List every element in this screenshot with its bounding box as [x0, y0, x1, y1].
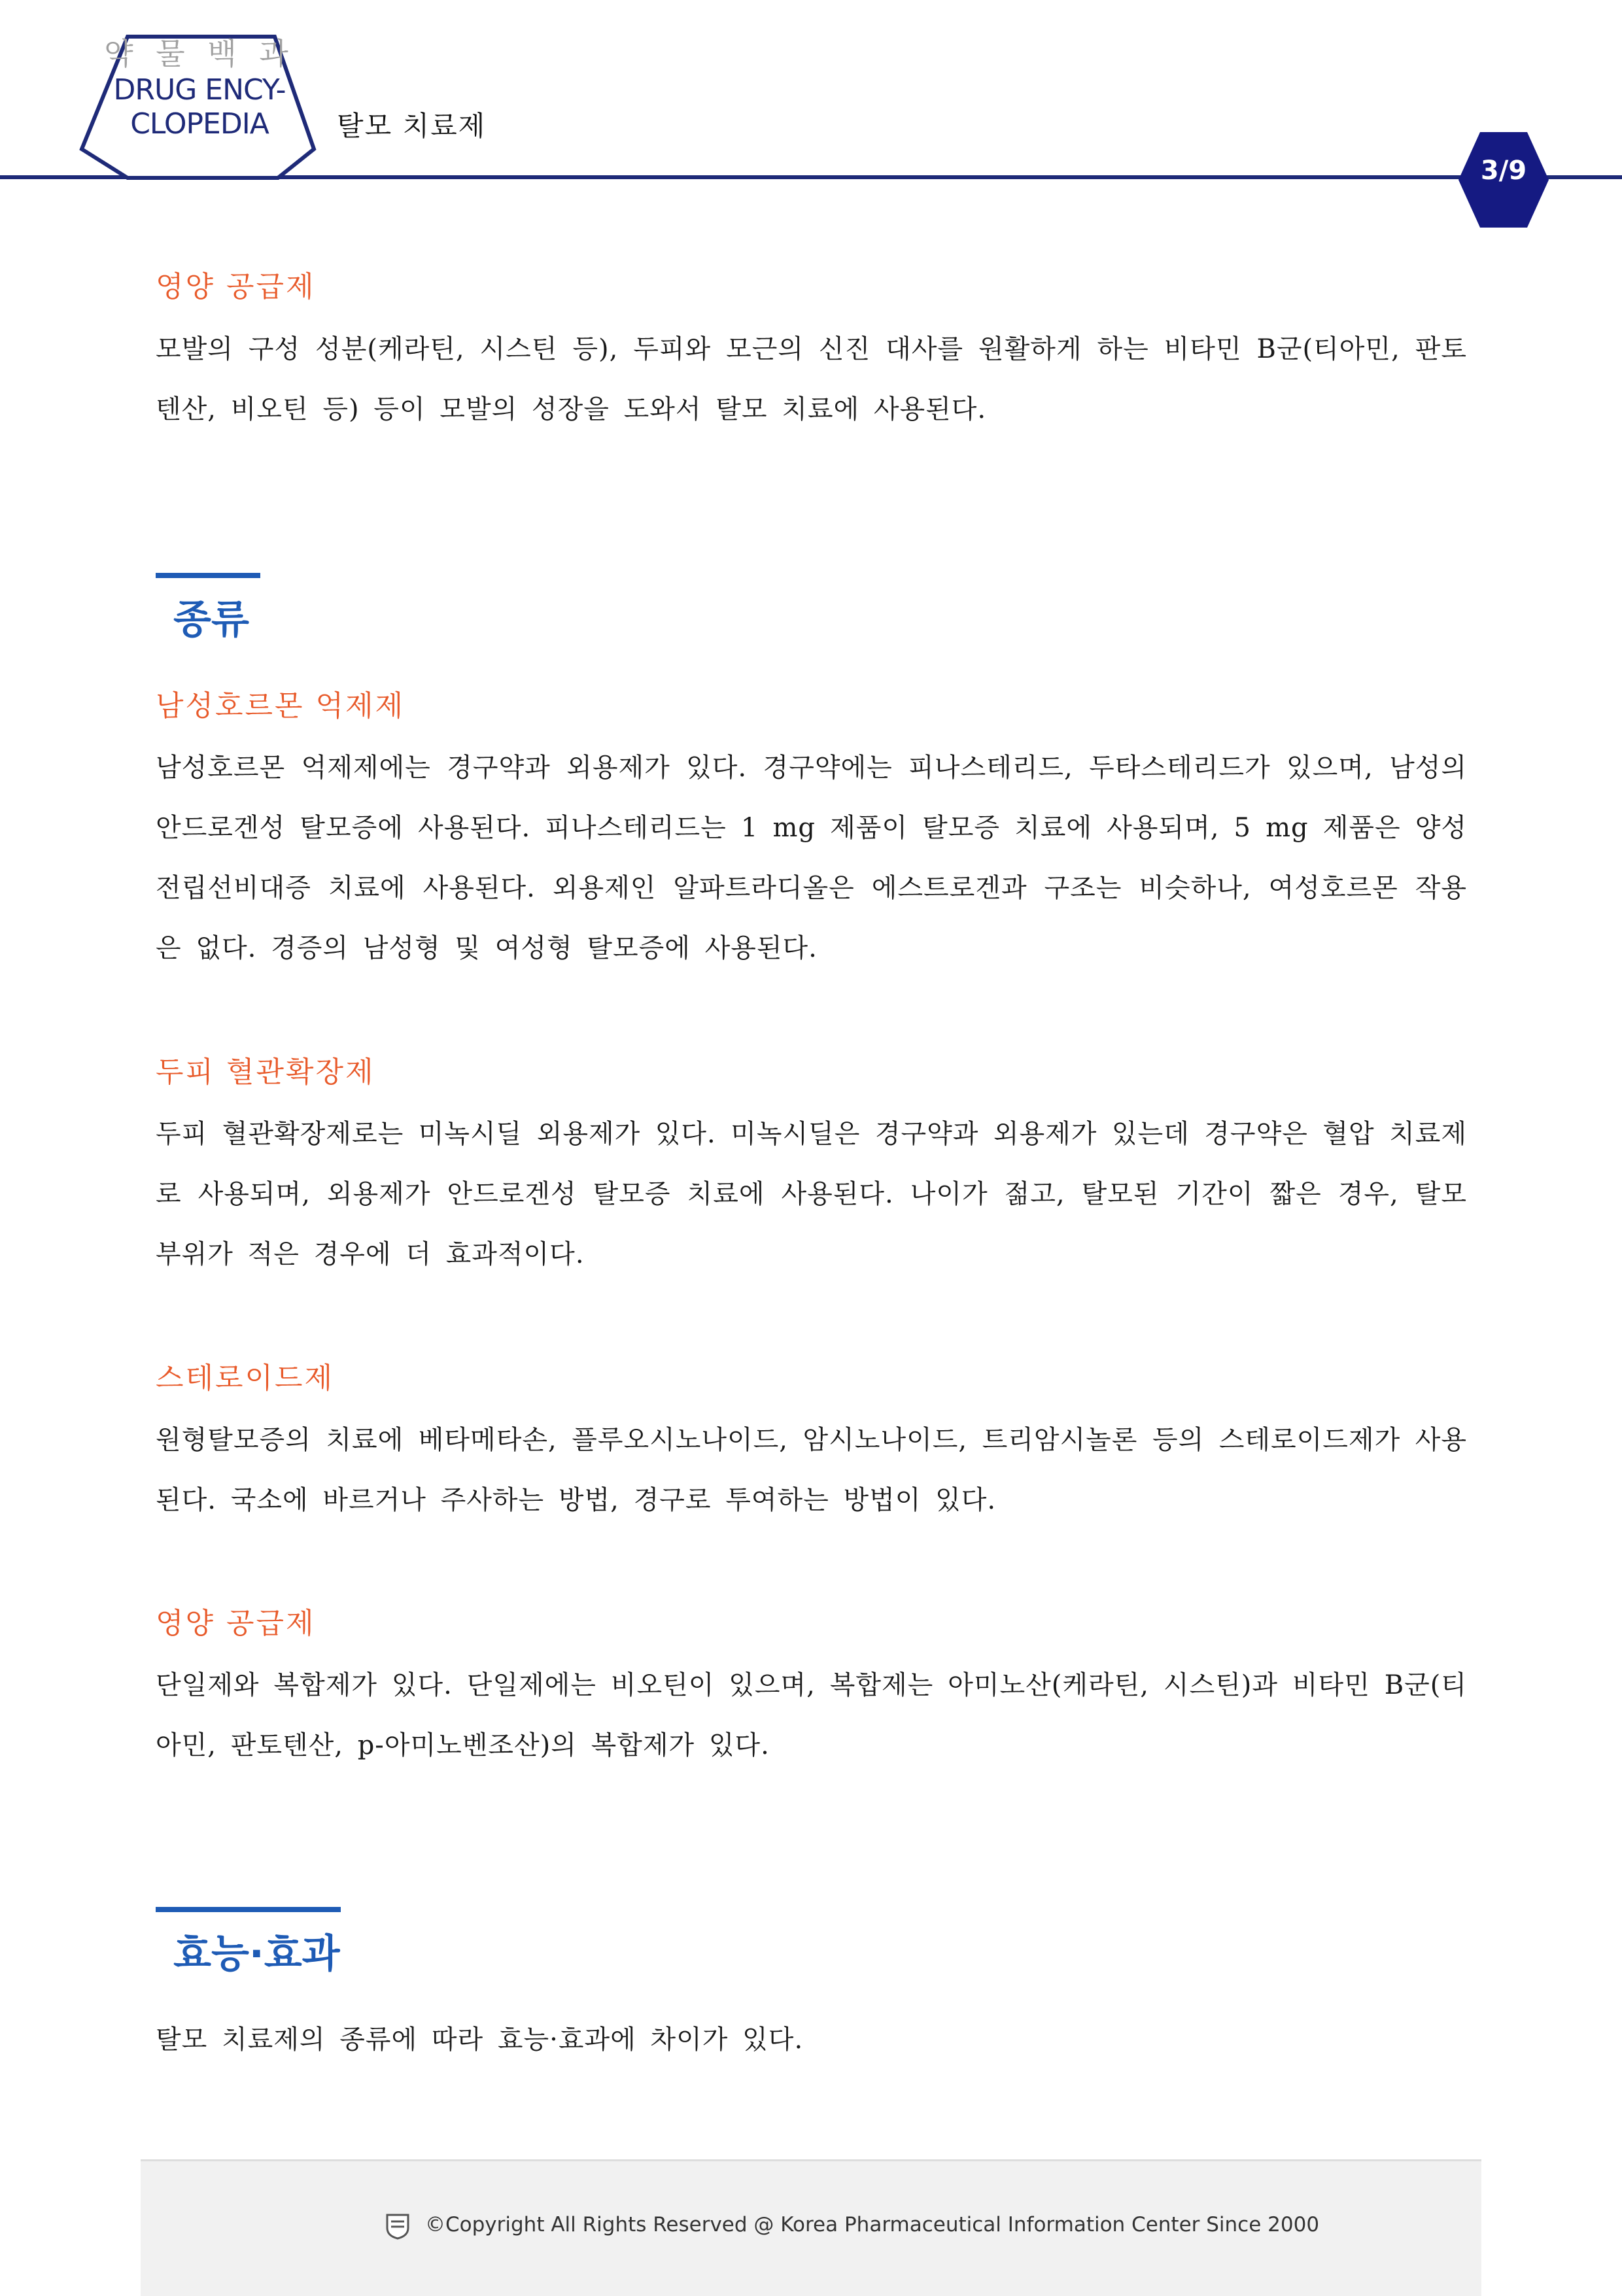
- shield-icon: [386, 2214, 409, 2240]
- logo: [85, 34, 314, 141]
- intro-heading: 영양 공급제: [156, 270, 316, 303]
- section-types-title: 종류: [173, 597, 249, 643]
- types-heading-steroid: 스테로이드제: [156, 1362, 335, 1395]
- logo-english-line2: CLOPEDIA: [130, 107, 269, 141]
- types-heading-vasodilator: 두피 혈관확장제: [156, 1055, 375, 1089]
- types-paragraph-antiandrogen: 남성호르몬 억제제에는 경구약과 외용제가 있다. 경구약에는 피나스테리드, 두타스테리드가 있으며, 남성의 안드로겐성 탈모증에 사용된다. 피나스테리드는 1 mg 제품이 탈모증 치료에 사용되며, 5 mg 제품은 양성전립선비대증 치료에 사용된다. 외용제인 알파트라디올은 에스트로겐과 구조는 비슷하나, 여성호르몬 작용은 없다. 경증의 남성형 및 여성형 탈모증에 사용된다.: [156, 753, 1467, 963]
- types-paragraph-vasodilator: 두피 혈관확장제로는 미녹시딜 외용제가 있다. 미녹시딜은 경구약과 외용제가 있는데 경구약은 혈압 치료제로 사용되며, 외용제가 안드로겐성 탈모증 치료에 사용된다. 나이가 젊고, 탈모된 기간이 짧은 경우, 탈모 부위가 적은 경우에 더 효과적이다.: [156, 1119, 1467, 1269]
- section-efficacy-title: 효능·효과: [173, 1931, 340, 1977]
- types-heading-nutrition: 영양 공급제: [156, 1607, 316, 1640]
- logo-korean: 약 물 백 과: [104, 36, 295, 71]
- intro-paragraph: 모발의 구성 성분(케라틴, 시스틴 등), 두피와 모근의 신진 대사를 원활하게 하는 비타민 B군(티아민, 판토텐산, 비오틴 등) 등이 모발의 성장을 도와서 탈모 치료에 사용된다.: [156, 334, 1467, 424]
- types-paragraph-nutrition: 단일제와 복합제가 있다. 단일제에는 비오틴이 있으며, 복합제는 아미노산(케라틴, 시스틴)과 비타민 B군(티아민, 판토텐산, p-아미노벤조산)의 복합제가 있다.: [156, 1670, 1467, 1760]
- copyright-text: ©Copyright All Rights Reserved @ Korea Pharmaceutical Information Center Since 2000: [425, 2213, 1320, 2236]
- efficacy-paragraph: 탈모 치료제의 종류에 따라 효능·효과에 차이가 있다.: [156, 2025, 804, 2055]
- document-title: 탈모 치료제: [337, 110, 487, 142]
- logo-english-line1: DRUG ENCY-: [113, 73, 286, 107]
- section-efficacy-bar: [156, 1907, 341, 1912]
- types-heading-antiandrogen: 남성호르몬 억제제: [156, 689, 406, 723]
- page-number: 3/9: [1480, 156, 1527, 186]
- section-types-bar: [156, 573, 260, 578]
- types-paragraph-steroid: 원형탈모증의 치료에 베타메타손, 플루오시노나이드, 암시노나이드, 트리암시놀론 등의 스테로이드제가 사용된다. 국소에 바르거나 주사하는 방법, 경구로 투여하는 방법이 있다.: [156, 1425, 1467, 1515]
